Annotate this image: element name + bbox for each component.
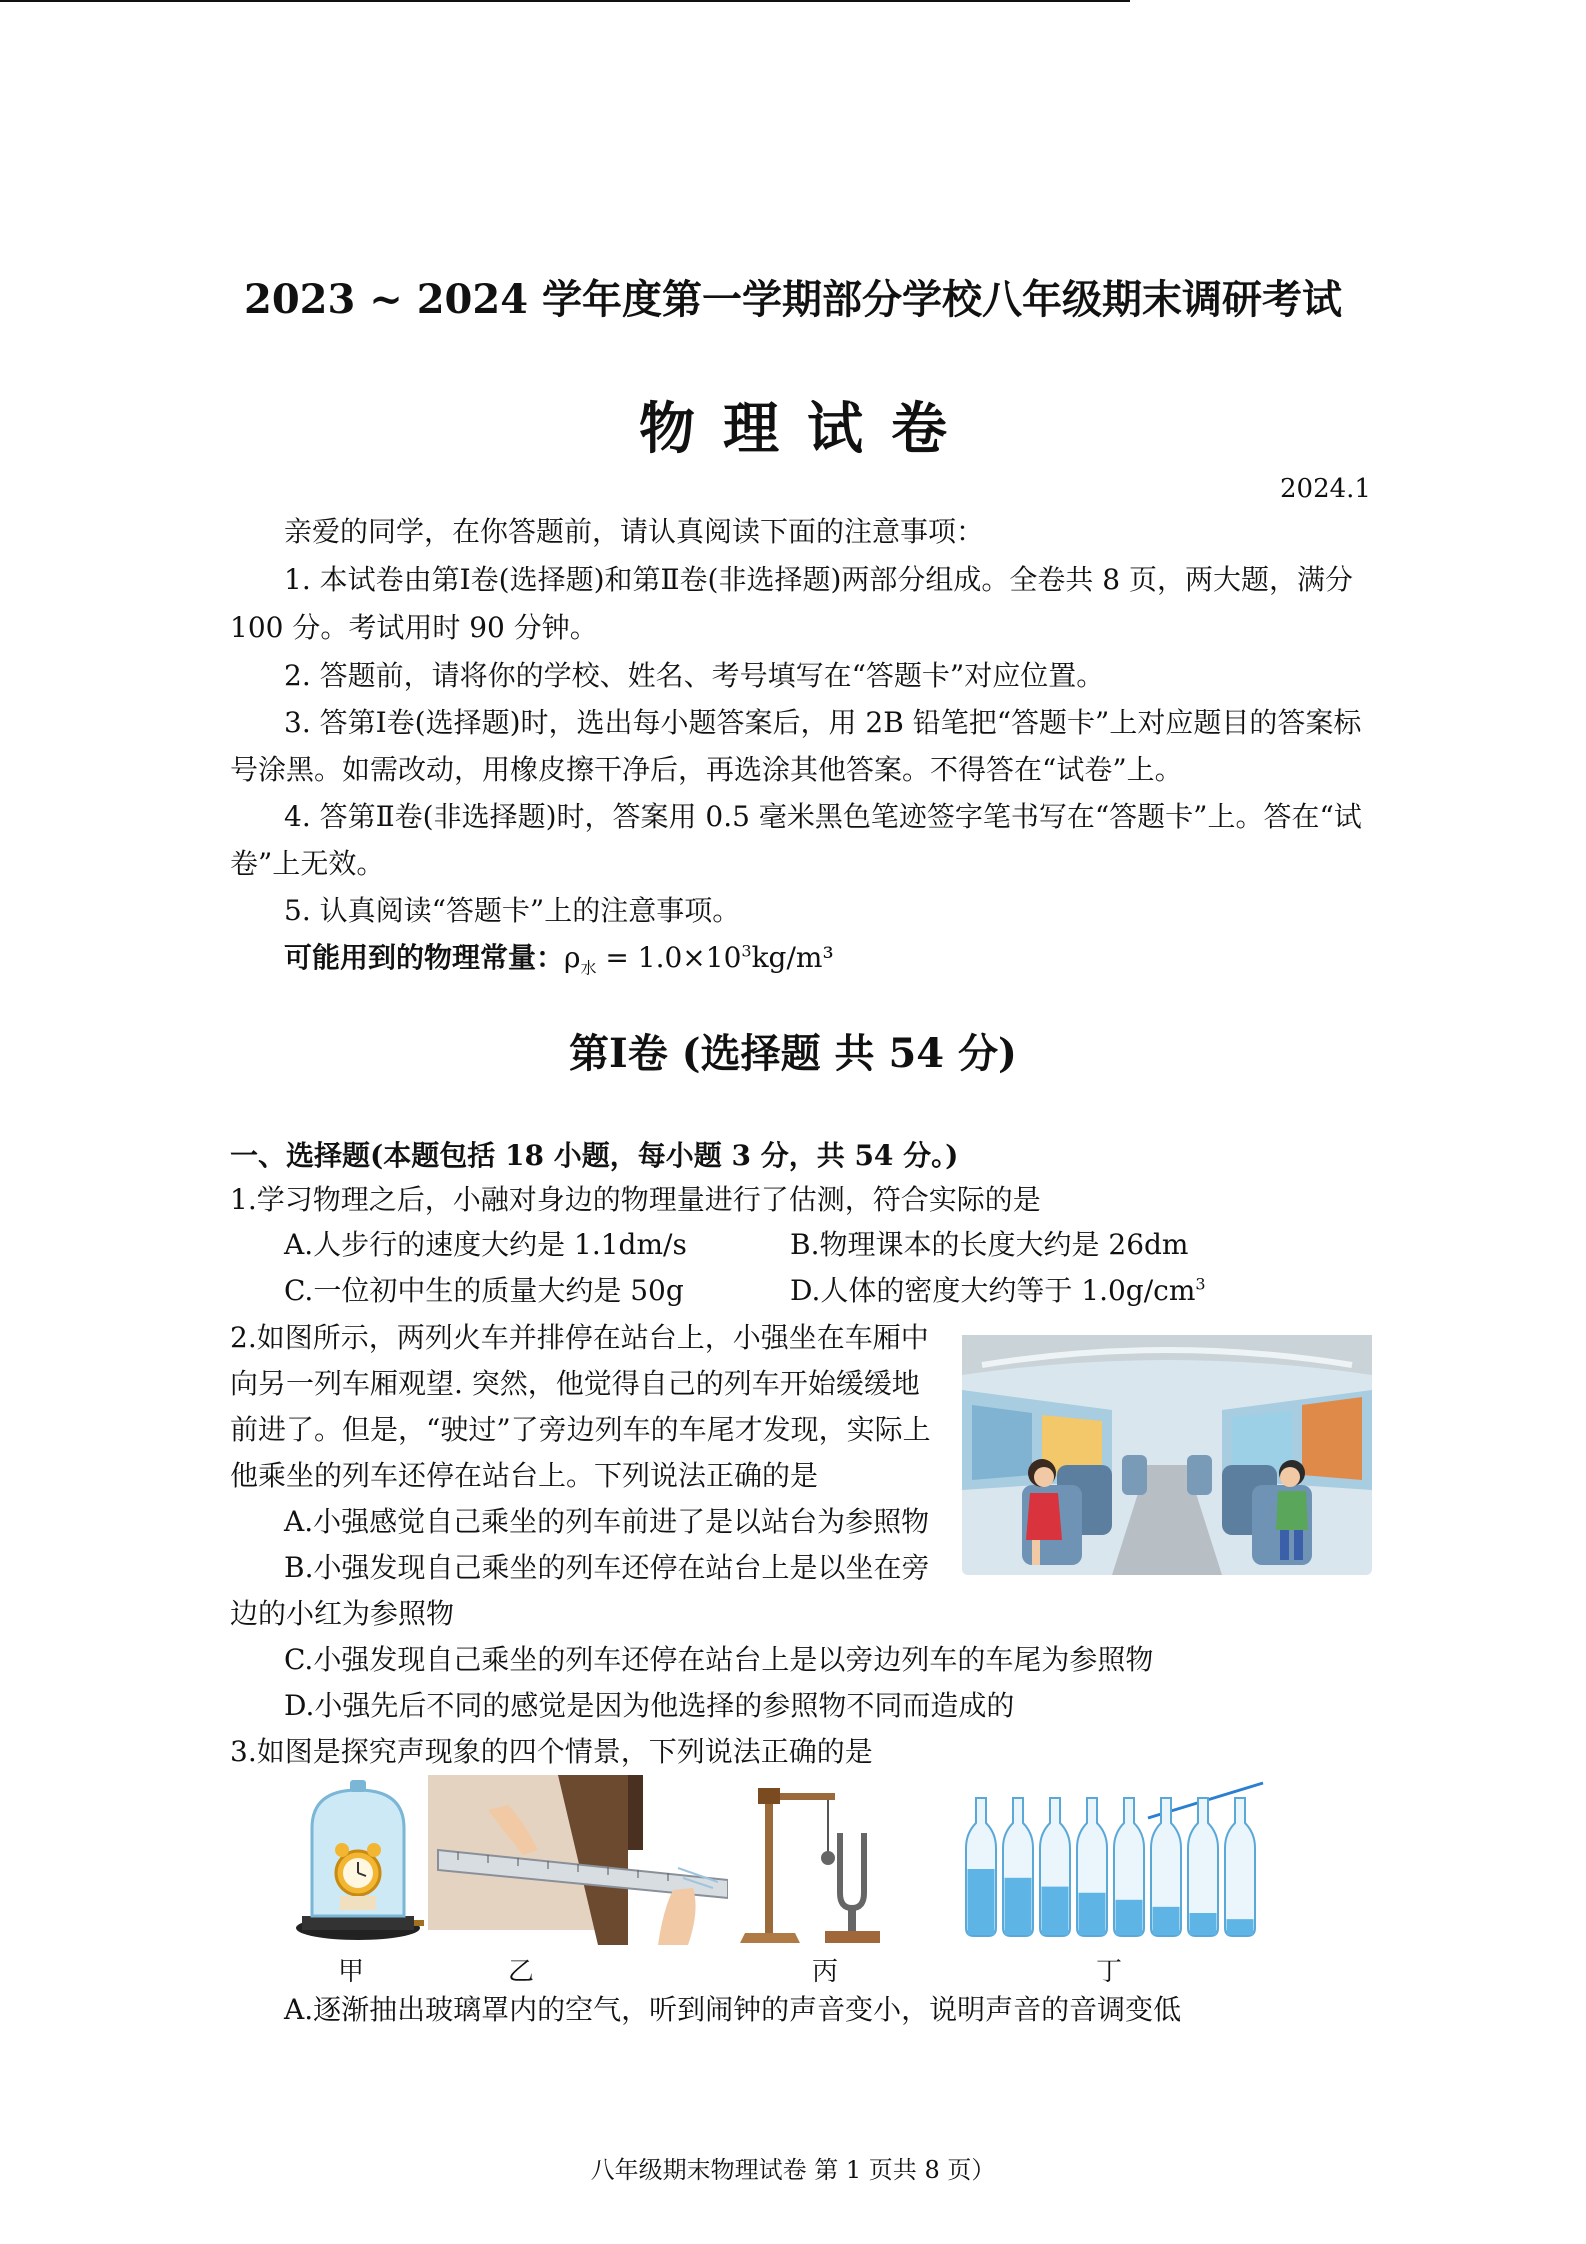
exam-date: 2024.1 [1280,474,1371,504]
q1-option-d-exp: 3 [1195,1274,1206,1294]
bell-jar-clock-image [290,1778,430,1943]
q2-option-d: D.小强先后不同的感觉是因为他选择的参照物不同而造成的 [284,1689,1015,1722]
notice-intro: 亲爱的同学，在你答题前，请认真阅读下面的注意事项： [284,515,985,548]
page-footer: 八年级期末物理试卷 第 1 页共 8 页） [590,2156,996,2184]
notice-item-1: 1. 本试卷由第Ⅰ卷(选择题)和第Ⅱ卷(非选择题)两部分组成。全卷共 8 页，两大题，满分 [284,563,1354,596]
constant-eq: = 1.0×10 [596,941,742,974]
constant-label: 可能用到的物理常量： [284,941,565,974]
q2-option-a: A.小强感觉自己乘坐的列车前进了是以站台为参照物 [284,1505,930,1538]
q2-option-c: C.小强发现自己乘坐的列车还停在站台上是以旁边列车的车尾为参照物 [284,1643,1154,1676]
bottle-water-4 [1079,1893,1106,1935]
constant-sub: 水 [580,958,597,978]
bottle-water-8 [1227,1919,1254,1935]
part-heading: 一、选择题(本题包括 18 小题，每小题 3 分，共 54 分。) [230,1139,959,1172]
section-title: 第Ⅰ卷 (选择题 共 54 分) [569,1030,1017,1077]
notice-item-5: 5. 认真阅读“答题卡”上的注意事项。 [284,894,741,927]
bottle-8 [1225,1798,1255,1936]
q2-option-b: B.小强发现自己乘坐的列车还停在站台上是以坐在旁 [284,1551,930,1584]
q3-label-bing: 丙 [812,1957,839,1987]
q2-stem-4: 他乘坐的列车还停在站台上。下列说法正确的是 [230,1459,819,1492]
notice-item-3-cont: 号涂黑。如需改动，用橡皮擦干净后，再选涂其他答案。不得答在“试卷”上。 [230,753,1183,786]
q3-stem: 3.如图是探究声现象的四个情景，下列说法正确的是 [230,1735,873,1768]
notice-item-4: 4. 答第Ⅱ卷(非选择题)时，答案用 0.5 毫米黑色笔迹签字笔书写在“答题卡”上。答在“试 [284,800,1362,833]
q3-label-jia: 甲 [338,1957,365,1987]
exam-title: 2023 ~ 2024 学年度第一学期部分学校八年级期末调研考试 [244,276,1342,323]
constant-rho: ρ [564,941,581,974]
bottle-water-1 [968,1869,995,1935]
bottle-water-2 [1005,1878,1032,1935]
q1-option-d-text: D.人体的密度大约等于 1.0g/cm [790,1274,1196,1307]
ruler-on-table-image [428,1770,728,1945]
constant-exp: 3 [741,941,752,961]
bottle-water-7 [1190,1913,1217,1935]
q2-option-b-cont: 边的小红为参照物 [230,1597,455,1630]
notice-item-4-cont: 卷”上无效。 [230,847,385,880]
q2-stem-3: 前进了。但是，“驶过”了旁边列车的车尾才发现，实际上 [230,1413,931,1446]
q1-stem: 1.学习物理之后，小融对身边的物理量进行了估测，符合实际的是 [230,1183,1041,1216]
notice-item-2: 2. 答题前，请将你的学校、姓名、考号填写在“答题卡”对应位置。 [284,659,1105,692]
q2-stem-1: 2.如图所示，两列火车并排停在站台上，小强坐在车厢中 [230,1321,929,1354]
bottle-water-5 [1116,1900,1143,1935]
q3-label-ding: 丁 [1096,1957,1123,1987]
q1-option-a: A.人步行的速度大约是 1.1dm/s [284,1228,687,1261]
bottle-water-6 [1153,1907,1180,1935]
water-bottles-image [958,1778,1268,1948]
train-interior-image [962,1335,1372,1575]
q1-option-c: C.一位初中生的质量大约是 50g [284,1274,684,1307]
physical-constant [284,938,834,978]
subject-title: 物理试卷 [639,396,975,462]
q3-option-a: A.逐渐抽出玻璃罩内的空气，听到闹钟的声音变小，说明声音的音调变低 [284,1993,1182,2026]
constant-unit: kg/m³ [751,941,834,974]
tuning-fork-pendulum-image [740,1783,910,1948]
notice-item-3: 3. 答第Ⅰ卷(选择题)时，选出每小题答案后，用 2B 铅笔把“答题卡”上对应题目的答案标 [284,706,1362,739]
notice-item-1-cont: 100 分。考试用时 90 分钟。 [230,611,598,644]
q2-stem-2: 向另一列车厢观望. 突然，他觉得自己的列车开始缓缓地 [230,1367,920,1400]
q3-label-yi: 乙 [508,1957,535,1987]
bottle-water-3 [1042,1887,1069,1935]
q1-option-b: B.物理课本的长度大约是 26dm [790,1228,1189,1261]
q1-option-d [790,1271,1206,1311]
header-rule-thin [0,1,1130,2]
